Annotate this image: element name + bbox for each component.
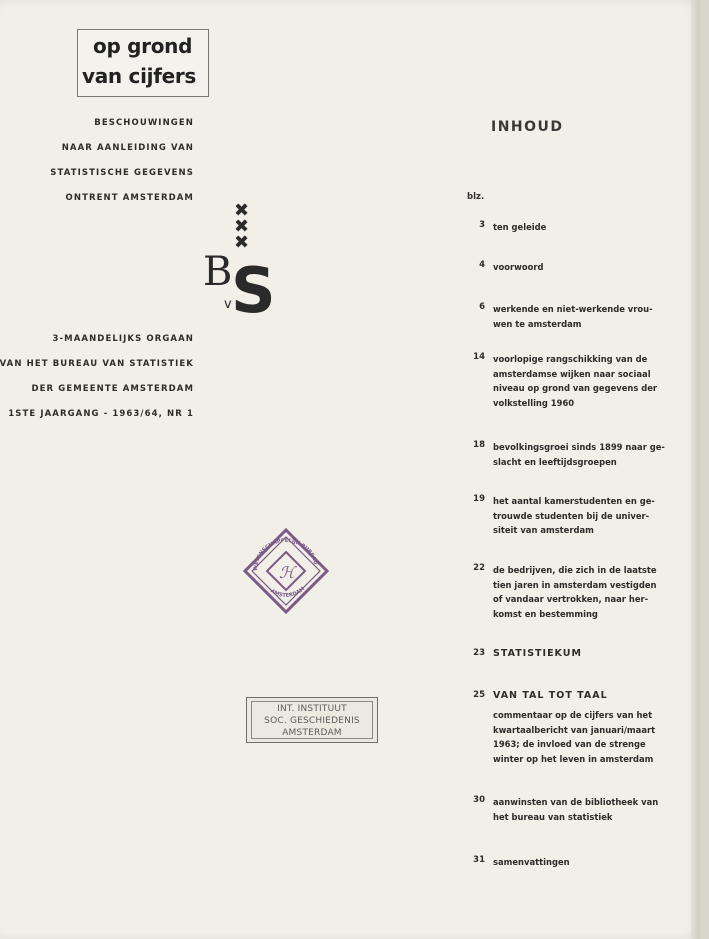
stamp-top-text: WETENSCHAPPELIJK BUREAU xyxy=(252,537,319,572)
organ-line: DER GEMEENTE AMSTERDAM xyxy=(31,384,194,394)
cross-icon: ✖ xyxy=(234,216,250,237)
page-edge xyxy=(691,0,700,939)
masthead-line-2: van cijfers xyxy=(82,64,197,88)
toc-entry-text: het aantal kamerstudenten en ge- trouwde studenten bij de univer- siteit van amsterdam xyxy=(493,496,655,535)
organ-line: 3-MAANDELIJKS ORGAAN xyxy=(52,334,194,344)
toc-entry-text: commentaar op de cijfers van het kwartaalbericht van januari/maart 1963; de invloed van de strenge winter op het leven in amsterdam xyxy=(493,710,656,764)
toc-page-number: 6 xyxy=(479,302,485,312)
subtitle-line: NAAR AANLEIDING VAN xyxy=(61,143,194,153)
toc-page-number: 19 xyxy=(473,494,485,504)
toc-entry-text: voorlopige rangschikking van de amsterdamse wijken naar sociaal niveau op grond van gegevens der volkstelling 1960 xyxy=(493,354,658,408)
toc-page-number: 31 xyxy=(473,855,485,865)
toc-entry-text: werkende en niet-werkende vrou- wen te amsterdam xyxy=(493,304,653,329)
toc-entry-text: voorwoord xyxy=(493,262,544,272)
cross-icon: ✖ xyxy=(234,200,250,221)
masthead-box xyxy=(77,29,209,97)
toc-title: INHOUD xyxy=(491,119,564,135)
institute-stamp-line: SOC. GESCHIEDENIS xyxy=(264,716,360,726)
institute-stamp-inner xyxy=(251,701,373,739)
institute-stamp xyxy=(246,697,378,743)
bvs-logo xyxy=(196,202,276,332)
toc-entry-text: aanwinsten van de bibliotheek van het bureau van statistiek xyxy=(493,797,659,822)
stamp-bottom-text: AMSTERDAM xyxy=(269,585,307,599)
toc-page-number: 3 xyxy=(479,220,485,230)
toc-entry-text: VAN TAL TOT TAAL xyxy=(493,690,608,701)
logo-letter-b: B xyxy=(203,249,233,295)
toc-entry-text: ten geleide xyxy=(493,222,547,232)
organ-line: 1STE JAARGANG - 1963/64, NR 1 xyxy=(8,409,194,419)
logo-letter-s: S xyxy=(231,254,276,327)
svg-text:ℋ: ℋ xyxy=(279,563,295,582)
library-stamp-icon xyxy=(243,528,329,614)
institute-stamp-line: INT. INSTITUUT xyxy=(277,704,347,714)
masthead-line-1: op grond xyxy=(93,34,193,58)
toc-page-number: 18 xyxy=(473,440,485,450)
toc-page-number: 4 xyxy=(479,260,485,270)
toc-entry-text: de bedrijven, die zich in de laatste tien jaren in amsterdam vestigden of vandaar vertrokken, naar her- komst en bestemming xyxy=(493,565,657,619)
toc-entry-text: bevolkingsgroei sinds 1899 naar ge- slacht en leeftijdsgroepen xyxy=(493,442,665,467)
subtitle-line: BESCHOUWINGEN xyxy=(94,118,194,128)
organ-line: VAN HET BUREAU VAN STATISTIEK xyxy=(0,359,194,369)
subtitle-line: STATISTISCHE GEGEVENS xyxy=(50,168,194,178)
toc-entry-text: samenvattingen xyxy=(493,857,570,867)
toc-page-number: 14 xyxy=(473,352,485,362)
toc-page-label: blz. xyxy=(467,192,485,202)
toc-page-number: 22 xyxy=(473,563,485,573)
toc-page-number: 30 xyxy=(473,795,485,805)
logo-letter-v: v xyxy=(224,297,232,312)
toc-entry-text: STATISTIEKUM xyxy=(493,648,582,659)
toc-page-number: 23 xyxy=(473,648,485,658)
cross-icon: ✖ xyxy=(234,232,250,253)
institute-stamp-line: AMSTERDAM xyxy=(282,728,342,738)
subtitle-line: ONTRENT AMSTERDAM xyxy=(65,193,194,203)
toc-page-number: 25 xyxy=(473,690,485,700)
